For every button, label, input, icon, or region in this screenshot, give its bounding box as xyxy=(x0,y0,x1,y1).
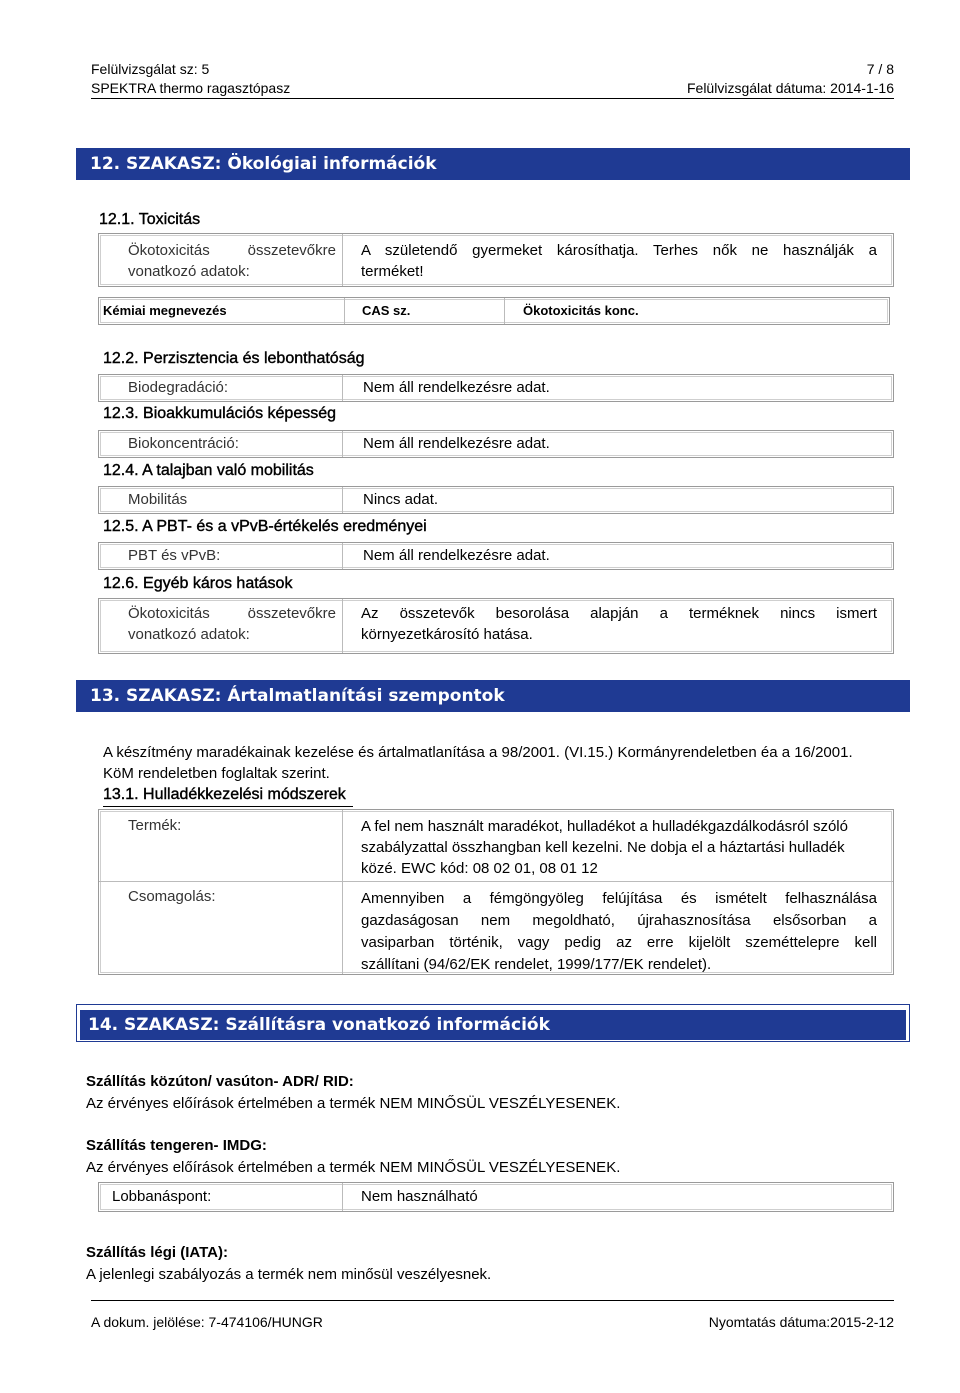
page-number: 7 / 8 xyxy=(866,61,894,77)
other-effects-title: 12.6. Egyéb káros hatások xyxy=(103,575,293,592)
flashpoint-value: Nem használható xyxy=(361,1188,478,1205)
flashpoint-label: Lobbanáspont: xyxy=(112,1188,212,1205)
mobility-box xyxy=(98,486,894,514)
header-rule xyxy=(91,98,894,99)
section-12-bar xyxy=(76,148,910,180)
col-chem-name: Kémiai megnevezés xyxy=(103,303,227,318)
revision-date: Felülvizsgálat dátuma: 2014-1-16 xyxy=(686,80,894,96)
section-14-title: 14. SZAKASZ: Szállításra vonatkozó információk xyxy=(88,1015,550,1035)
toxicity-label: Ökotoxicitás összetevőkre vonatkozó adatok: xyxy=(128,242,336,280)
mobility-label: Mobilitás xyxy=(128,491,188,508)
air-transport-title: Szállítás légi (IATA): xyxy=(86,1244,228,1261)
pbt-value: Nem áll rendelkezésre adat. xyxy=(363,547,550,564)
footer-rule xyxy=(91,1300,894,1301)
toxicity-title: 12.1. Toxicitás xyxy=(99,211,201,228)
sea-transport-title: Szállítás tengeren- IMDG: xyxy=(86,1137,267,1154)
product-name: SPEKTRA thermo ragasztópasz xyxy=(91,80,291,96)
flashpoint-box xyxy=(98,1182,894,1212)
other-effects-value: Az összetevők besorolása alapján a terméknek nincs ismert környezetkárosító hatása. xyxy=(361,605,877,643)
section-12-title: 12. SZAKASZ: Ökológiai információk xyxy=(90,154,437,174)
col-ecotox: Ökotoxicitás konc. xyxy=(523,303,639,318)
other-effects-label: Ökotoxicitás összetevőkre vonatkozó adatok: xyxy=(128,605,336,643)
bioaccumulation-title: 12.3. Bioakkumulációs képesség xyxy=(103,405,337,422)
waste-methods-title: 13.1. Hulladékkezelési módszerek xyxy=(103,786,346,803)
section-13-title: 13. SZAKASZ: Ártalmatlanítási szempontok xyxy=(90,686,505,706)
section-14-bar xyxy=(80,1010,906,1040)
mobility-value: Nincs adat. xyxy=(363,491,439,508)
sea-transport-text: Az érvényes előírások értelmében a termék NEM MINŐSÜL VESZÉLYESENEK. xyxy=(86,1159,621,1176)
road-transport-text: Az érvényes előírások értelmében a termék NEM MINŐSÜL VESZÉLYESENEK. xyxy=(86,1095,621,1112)
biodeg-value: Nem áll rendelkezésre adat. xyxy=(363,379,550,396)
packaging-value: Amennyiben a fémgöngyöleg felújítása és ismételt felhasználása gazdaságosan nem megoldható, újrahasznosítása elsősorban a vasiparban történik, vagy pedig az erre kijelölt szeméttelepre kell szállítani (94/62/EK rendelet, 1999/177/EK rendelet). xyxy=(361,890,877,973)
persistence-title: 12.2. Perzisztencia és lebonthatóság xyxy=(103,350,365,367)
pbt-title: 12.5. A PBT- és a vPvB-értékelés eredményei xyxy=(103,518,427,535)
biodeg-label: Biodegradáció: xyxy=(128,379,229,396)
section-13-bar xyxy=(76,680,910,712)
col-cas: CAS sz. xyxy=(362,303,411,318)
product-label: Termék: xyxy=(128,817,182,834)
bioconc-value: Nem áll rendelkezésre adat. xyxy=(363,435,550,452)
document-id: A dokum. jelölése: 7-474106/HUNGR xyxy=(91,1314,323,1330)
product-value: A fel nem használt maradékot, hulladékot a hulladékgazdálkodásról szóló szabályzattal összhangban kell kezelni. Ne dobja el a háztartási hulladék közé. EWC kód: 08 02 01, 08 01 12 xyxy=(361,818,848,877)
mobility-title: 12.4. A talajban való mobilitás xyxy=(103,462,314,479)
road-transport-title: Szállítás közúton/ vasúton- ADR/ RID: xyxy=(86,1073,354,1090)
packaging-label: Csomagolás: xyxy=(128,888,216,905)
revision-number: Felülvizsgálat sz: 5 xyxy=(91,61,210,77)
disposal-intro: A készítmény maradékainak kezelése és ártalmatlanítása a 98/2001. (VI.15.) Kormányrendeletben éa a 16/2001. KöM rendeletben foglaltak szerint. xyxy=(103,744,853,782)
print-date: Nyomtatás dátuma:2015-2-12 xyxy=(708,1314,894,1330)
pbt-label: PBT és vPvB: xyxy=(128,547,221,564)
air-transport-text: A jelenlegi szabályozás a termék nem minősül veszélyesnek. xyxy=(86,1266,492,1283)
bioconc-label: Biokoncentráció: xyxy=(128,435,239,452)
toxicity-value: A születendő gyermeket károsíthatja. Terhes nők ne használják a terméket! xyxy=(361,242,877,280)
waste-title-rule xyxy=(103,806,353,807)
